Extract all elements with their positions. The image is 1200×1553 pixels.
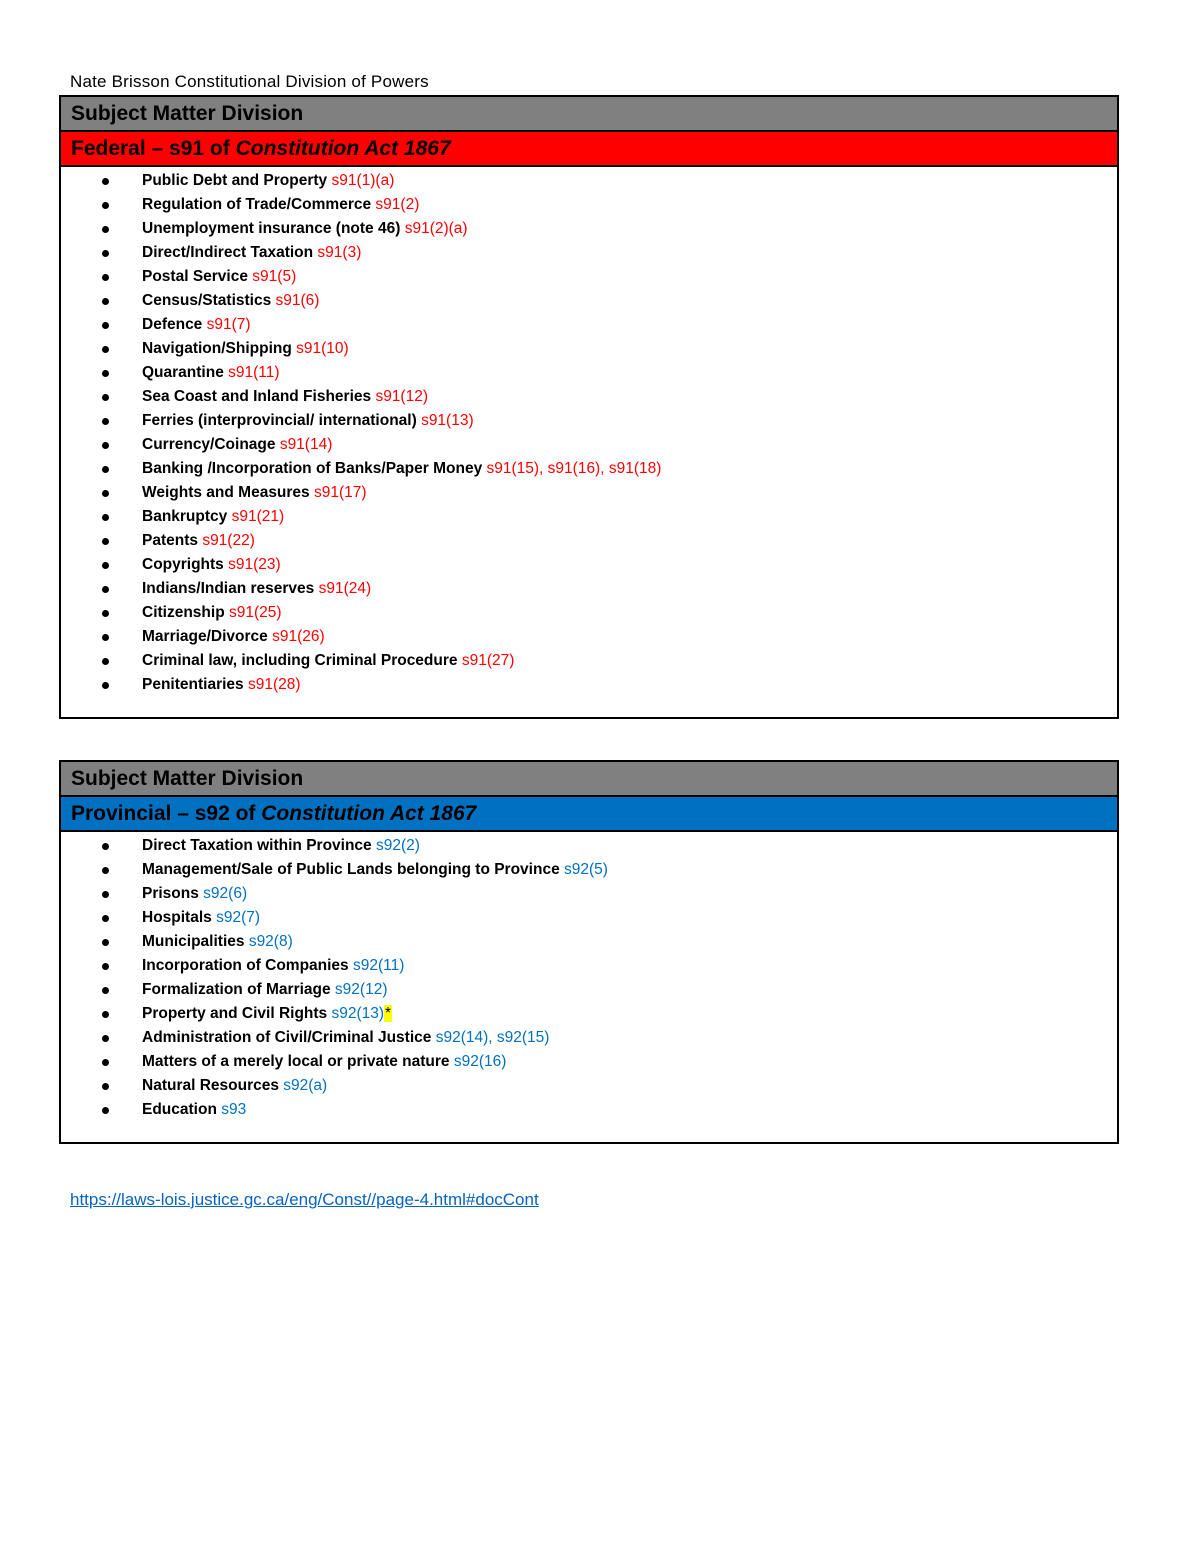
item-text: Weights and Measures bbox=[142, 484, 314, 501]
item-text: Hospitals bbox=[142, 909, 217, 926]
bullet-icon bbox=[102, 202, 109, 209]
section-reference: s91(5) bbox=[252, 268, 297, 285]
list-item bbox=[61, 457, 1117, 481]
list-item bbox=[61, 169, 1117, 193]
federal-section-header: Subject Matter Division bbox=[61, 97, 1117, 132]
section-reference: s91(22) bbox=[202, 532, 255, 549]
item-text: Municipalities bbox=[142, 933, 249, 950]
list-item bbox=[61, 217, 1117, 241]
bullet-icon bbox=[102, 963, 109, 970]
section-reference: s91(11) bbox=[228, 364, 280, 381]
list-item bbox=[61, 834, 1117, 858]
bullet-icon bbox=[102, 610, 109, 617]
section-reference: s91(2) bbox=[375, 196, 420, 213]
section-reference: s91(2)(a) bbox=[404, 220, 468, 237]
bullet-icon bbox=[102, 274, 109, 281]
item-text: Direct/Indirect Taxation bbox=[142, 244, 318, 261]
section-reference: s91(15), s91(16), s91(18) bbox=[486, 460, 662, 477]
federal-title-act: Constitution Act 1867 bbox=[235, 137, 451, 160]
section-reference: s91(1)(a) bbox=[331, 172, 395, 189]
item-text: Bankruptcy bbox=[142, 508, 232, 525]
list-item bbox=[61, 930, 1117, 954]
item-text: Matters of a merely local or private nature bbox=[142, 1053, 454, 1070]
provincial-title-bar bbox=[61, 797, 1117, 832]
bullet-icon bbox=[102, 939, 109, 946]
section-reference: s92(a) bbox=[283, 1077, 328, 1094]
highlight-mark: * bbox=[385, 1005, 392, 1022]
bullet-icon bbox=[102, 867, 109, 874]
section-reference: s92(8) bbox=[248, 933, 293, 950]
item-text: Unemployment insurance (note 46) bbox=[142, 220, 405, 237]
provincial-title-act: Constitution Act 1867 bbox=[261, 802, 477, 825]
section-reference: s91(12) bbox=[375, 388, 428, 405]
bullet-icon bbox=[102, 466, 109, 473]
bullet-icon bbox=[102, 1011, 109, 1018]
provincial-powers-table bbox=[59, 760, 1119, 1144]
section-reference: s92(14), s92(15) bbox=[435, 1029, 550, 1046]
section-reference: s91(26) bbox=[272, 628, 325, 645]
bullet-icon bbox=[102, 538, 109, 545]
bullet-icon bbox=[102, 634, 109, 641]
document-title: Nate Brisson Constitutional Division of Powers bbox=[70, 72, 429, 91]
section-reference: s92(7) bbox=[216, 909, 261, 926]
list-item bbox=[61, 1074, 1117, 1098]
bullet-icon bbox=[102, 394, 109, 401]
bullet-icon bbox=[102, 987, 109, 994]
item-text: Marriage/Divorce bbox=[142, 628, 273, 645]
list-item bbox=[61, 954, 1117, 978]
section-reference: s91(13) bbox=[421, 412, 474, 429]
section-reference: s92(13) bbox=[331, 1005, 385, 1022]
item-text: Indians/Indian reserves bbox=[142, 580, 319, 597]
item-text: Public Debt and Property bbox=[142, 172, 332, 189]
provincial-title-prefix: Provincial – s92 of bbox=[71, 802, 262, 825]
list-item bbox=[61, 241, 1117, 265]
list-item bbox=[61, 529, 1117, 553]
item-text: Criminal law, including Criminal Procedure bbox=[142, 652, 462, 669]
bullet-icon bbox=[102, 1059, 109, 1066]
bullet-icon bbox=[102, 250, 109, 257]
section-reference: s92(6) bbox=[203, 885, 248, 902]
item-text: Postal Service bbox=[142, 268, 253, 285]
list-item bbox=[61, 337, 1117, 361]
item-text: Management/Sale of Public Lands belonging to Province bbox=[142, 861, 565, 878]
section-reference: s91(7) bbox=[206, 316, 251, 333]
bullet-icon bbox=[102, 298, 109, 305]
section-reference: s92(16) bbox=[453, 1053, 507, 1070]
federal-powers-table bbox=[59, 95, 1119, 719]
section-reference: s91(24) bbox=[318, 580, 372, 597]
item-text: Quarantine bbox=[142, 364, 229, 381]
section-reference: s92(5) bbox=[564, 861, 608, 878]
section-reference: s92(11) bbox=[352, 957, 405, 974]
section-reference: s91(10) bbox=[296, 340, 349, 357]
provincial-powers-list bbox=[61, 832, 1117, 1122]
section-reference: s91(27) bbox=[461, 652, 515, 669]
item-text: Banking /Incorporation of Banks/Paper Money bbox=[142, 460, 487, 477]
bullet-icon bbox=[102, 490, 109, 497]
list-item bbox=[61, 673, 1117, 697]
list-item bbox=[61, 193, 1117, 217]
list-item bbox=[61, 361, 1117, 385]
section-reference: s93 bbox=[221, 1101, 247, 1118]
item-text: Census/Statistics bbox=[142, 292, 276, 309]
bullet-icon bbox=[102, 418, 109, 425]
section-reference: s91(14) bbox=[279, 436, 333, 453]
item-text: Penitentiaries bbox=[142, 676, 248, 693]
item-text: Currency/Coinage bbox=[142, 436, 280, 453]
bullet-icon bbox=[102, 1083, 109, 1090]
list-item bbox=[61, 409, 1117, 433]
section-reference: s91(23) bbox=[228, 556, 281, 573]
bullet-icon bbox=[102, 891, 109, 898]
source-link[interactable]: https://laws-lois.justice.gc.ca/eng/Const//page-4.html#docCont bbox=[70, 1190, 539, 1209]
section-reference: s91(3) bbox=[317, 244, 362, 261]
item-text: Formalization of Marriage bbox=[142, 981, 335, 998]
item-text: Incorporation of Companies bbox=[142, 957, 353, 974]
list-item bbox=[61, 1050, 1117, 1074]
list-item bbox=[61, 1098, 1117, 1122]
list-item bbox=[61, 265, 1117, 289]
item-text: Direct Taxation within Province bbox=[142, 837, 376, 854]
list-item bbox=[61, 481, 1117, 505]
item-text: Defence bbox=[142, 316, 207, 333]
bullet-icon bbox=[102, 1107, 109, 1114]
list-item bbox=[61, 906, 1117, 930]
list-item bbox=[61, 858, 1117, 882]
item-text: Patents bbox=[142, 532, 203, 549]
item-text: Property and Civil Rights bbox=[142, 1005, 332, 1022]
list-item bbox=[61, 978, 1117, 1002]
section-reference: s91(28) bbox=[247, 676, 301, 693]
bullet-icon bbox=[102, 843, 109, 850]
bullet-icon bbox=[102, 1035, 109, 1042]
list-item bbox=[61, 882, 1117, 906]
list-item bbox=[61, 649, 1117, 673]
bullet-icon bbox=[102, 586, 109, 593]
federal-powers-list bbox=[61, 167, 1117, 697]
section-reference: s91(21) bbox=[231, 508, 285, 525]
list-item bbox=[61, 1002, 1117, 1026]
bullet-icon bbox=[102, 322, 109, 329]
bullet-icon bbox=[102, 226, 109, 233]
list-item bbox=[61, 1026, 1117, 1050]
item-text: Navigation/Shipping bbox=[142, 340, 297, 357]
bullet-icon bbox=[102, 658, 109, 665]
list-item bbox=[61, 601, 1117, 625]
bullet-icon bbox=[102, 442, 109, 449]
section-reference: s91(6) bbox=[275, 292, 320, 309]
item-text: Education bbox=[142, 1101, 222, 1118]
bullet-icon bbox=[102, 514, 109, 521]
section-reference: s91(17) bbox=[313, 484, 367, 501]
section-reference: s92(12) bbox=[334, 981, 388, 998]
item-text: Copyrights bbox=[142, 556, 229, 573]
list-item bbox=[61, 433, 1117, 457]
item-text: Administration of Civil/Criminal Justice bbox=[142, 1029, 436, 1046]
item-text: Sea Coast and Inland Fisheries bbox=[142, 388, 376, 405]
list-item bbox=[61, 505, 1117, 529]
item-text: Ferries (interprovincial/ international) bbox=[142, 412, 422, 429]
list-item bbox=[61, 625, 1117, 649]
bullet-icon bbox=[102, 915, 109, 922]
item-text: Natural Resources bbox=[142, 1077, 284, 1094]
bullet-icon bbox=[102, 346, 109, 353]
item-text: Regulation of Trade/Commerce bbox=[142, 196, 376, 213]
bullet-icon bbox=[102, 370, 109, 377]
federal-title-bar bbox=[61, 132, 1117, 167]
item-text: Prisons bbox=[142, 885, 204, 902]
list-item bbox=[61, 577, 1117, 601]
bullet-icon bbox=[102, 562, 109, 569]
section-reference: s92(2) bbox=[375, 837, 420, 854]
list-item bbox=[61, 385, 1117, 409]
section-reference: s91(25) bbox=[228, 604, 282, 621]
provincial-section-header: Subject Matter Division bbox=[61, 762, 1117, 797]
federal-title-prefix: Federal – s91 of bbox=[71, 137, 236, 160]
bullet-icon bbox=[102, 178, 109, 185]
list-item bbox=[61, 313, 1117, 337]
item-text: Citizenship bbox=[142, 604, 229, 621]
list-item bbox=[61, 553, 1117, 577]
list-item bbox=[61, 289, 1117, 313]
bullet-icon bbox=[102, 682, 109, 689]
